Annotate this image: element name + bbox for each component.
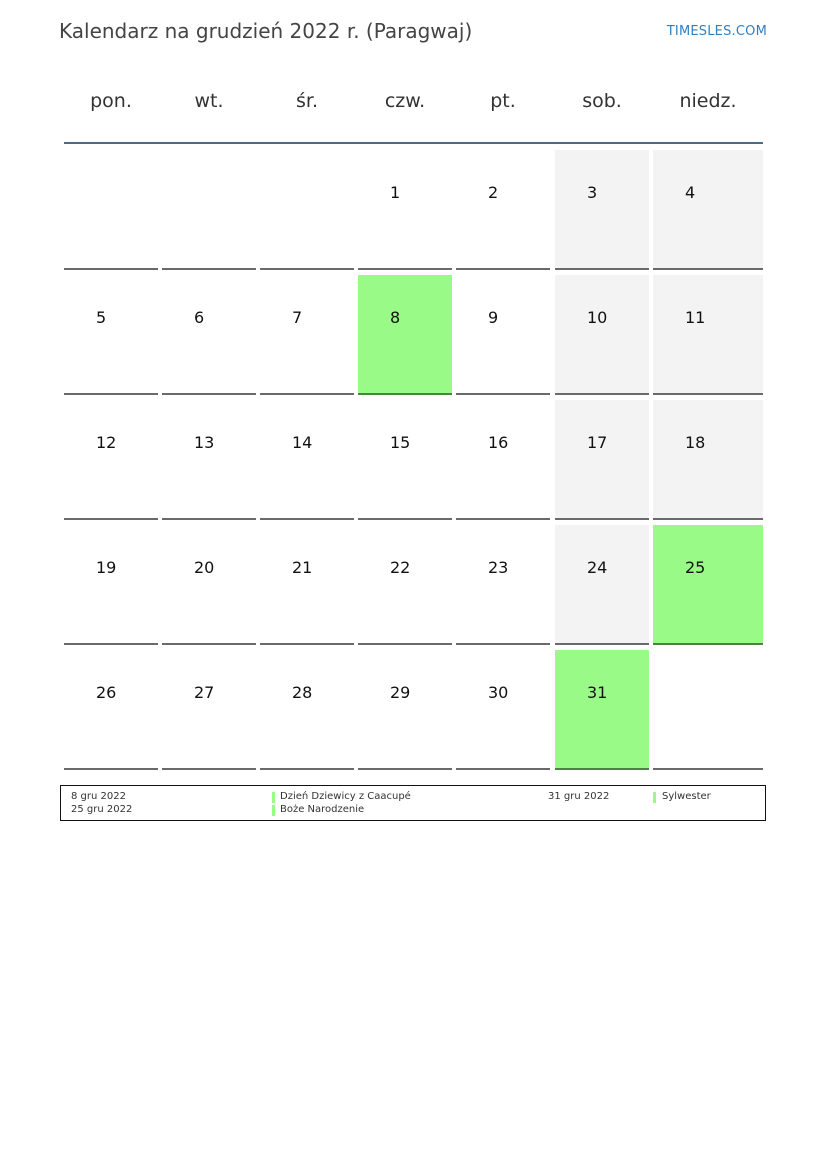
day-cell bbox=[260, 275, 354, 395]
day-cell bbox=[260, 400, 354, 520]
day-cell bbox=[653, 275, 763, 395]
header-divider bbox=[64, 142, 763, 144]
day-cell bbox=[653, 150, 763, 270]
day-cell bbox=[64, 400, 158, 520]
day-cell bbox=[653, 650, 763, 770]
day-number: 4 bbox=[685, 183, 696, 202]
day-cell bbox=[64, 650, 158, 770]
day-number: 21 bbox=[292, 558, 313, 577]
page-title: Kalendarz na grudzień 2022 r. (Paragwaj) bbox=[59, 19, 473, 43]
day-number: 7 bbox=[292, 308, 303, 327]
legend-date: 8 gru 2022 bbox=[71, 791, 126, 802]
legend-date: 31 gru 2022 bbox=[548, 791, 610, 802]
day-cell bbox=[162, 275, 256, 395]
day-cell bbox=[456, 525, 550, 645]
day-cell bbox=[555, 275, 649, 395]
day-number: 16 bbox=[488, 433, 509, 452]
day-number: 20 bbox=[194, 558, 215, 577]
day-number: 19 bbox=[96, 558, 117, 577]
weekday-label: śr. bbox=[295, 90, 318, 112]
day-cell bbox=[456, 275, 550, 395]
day-number: 25 bbox=[685, 558, 706, 577]
legend-holiday-name: Dzień Dziewicy z Caacupé bbox=[280, 791, 411, 802]
day-cell bbox=[64, 275, 158, 395]
day-cell bbox=[162, 400, 256, 520]
weekday-header-row bbox=[64, 90, 763, 120]
day-number: 8 bbox=[390, 308, 401, 327]
holiday-color-marker bbox=[653, 792, 656, 803]
day-number: 17 bbox=[587, 433, 608, 452]
weekday-label: niedz. bbox=[679, 90, 737, 112]
day-number: 5 bbox=[96, 308, 107, 327]
day-number: 12 bbox=[96, 433, 117, 452]
day-number: 18 bbox=[685, 433, 706, 452]
holiday-legend bbox=[60, 785, 766, 821]
weekday-label: pon. bbox=[90, 90, 132, 112]
day-number: 26 bbox=[96, 683, 117, 702]
weekday-label: wt. bbox=[194, 90, 224, 112]
day-cell bbox=[358, 525, 452, 645]
day-cell bbox=[260, 150, 354, 270]
weekday-label: czw. bbox=[384, 90, 426, 112]
calendar-grid bbox=[64, 150, 763, 770]
day-number: 9 bbox=[488, 308, 499, 327]
day-number: 22 bbox=[390, 558, 411, 577]
day-cell bbox=[260, 650, 354, 770]
day-cell bbox=[64, 525, 158, 645]
day-cell-holiday bbox=[555, 650, 649, 770]
day-number: 31 bbox=[587, 683, 608, 702]
day-cell bbox=[555, 400, 649, 520]
legend-holiday-name: Boże Narodzenie bbox=[280, 804, 365, 815]
day-cell-holiday bbox=[653, 525, 763, 645]
day-cell bbox=[162, 650, 256, 770]
day-cell bbox=[555, 150, 649, 270]
legend-date: 25 gru 2022 bbox=[71, 804, 133, 815]
day-number: 3 bbox=[587, 183, 598, 202]
day-cell bbox=[358, 400, 452, 520]
holiday-color-marker bbox=[272, 792, 275, 803]
weekday-label: sob. bbox=[582, 90, 622, 112]
day-cell bbox=[456, 650, 550, 770]
day-number: 15 bbox=[390, 433, 411, 452]
day-cell bbox=[456, 150, 550, 270]
day-number: 6 bbox=[194, 308, 205, 327]
day-number: 28 bbox=[292, 683, 313, 702]
day-number: 1 bbox=[390, 183, 401, 202]
day-cell bbox=[64, 150, 158, 270]
day-number: 27 bbox=[194, 683, 215, 702]
day-cell bbox=[162, 525, 256, 645]
day-number: 24 bbox=[587, 558, 608, 577]
day-number: 13 bbox=[194, 433, 215, 452]
day-cell bbox=[653, 400, 763, 520]
day-number: 30 bbox=[488, 683, 509, 702]
day-number: 29 bbox=[390, 683, 411, 702]
day-cell bbox=[555, 525, 649, 645]
day-number: 11 bbox=[685, 308, 706, 327]
day-cell bbox=[358, 150, 452, 270]
day-number: 14 bbox=[292, 433, 313, 452]
day-cell bbox=[358, 650, 452, 770]
day-cell bbox=[260, 525, 354, 645]
day-number: 10 bbox=[587, 308, 608, 327]
day-cell bbox=[456, 400, 550, 520]
legend-holiday-name: Sylwester bbox=[662, 791, 711, 802]
brand-link[interactable]: TIMESLES.COM bbox=[666, 24, 767, 39]
day-cell bbox=[162, 150, 256, 270]
day-number: 23 bbox=[488, 558, 509, 577]
weekday-label: pt. bbox=[490, 90, 516, 112]
day-cell-holiday bbox=[358, 275, 452, 395]
holiday-color-marker bbox=[272, 805, 275, 816]
day-number: 2 bbox=[488, 183, 499, 202]
